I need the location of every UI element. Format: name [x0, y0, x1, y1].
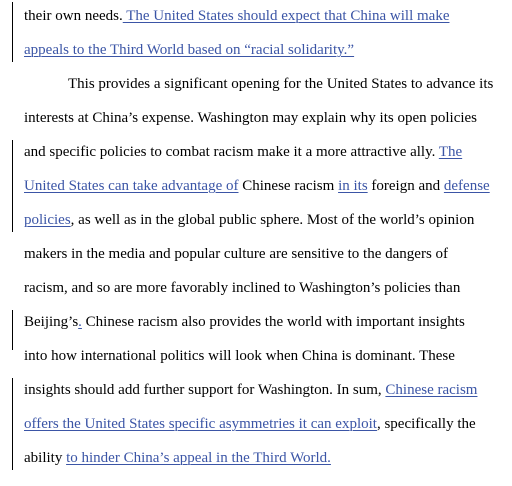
- link-run[interactable]: appeals to the Third World based on “racial solidarity.”: [24, 42, 355, 58]
- text-run: insights should add further support for Washington. In sum,: [24, 382, 386, 398]
- text-line: [24, 176, 490, 196]
- change-bar: [12, 310, 13, 350]
- text-line: [24, 414, 476, 434]
- text-line: [24, 108, 477, 128]
- link-run[interactable]: The: [438, 144, 463, 160]
- text-run: , specifically the: [376, 416, 476, 432]
- text-run: This provides a significant opening for the United States to advance its: [68, 76, 494, 92]
- text-run: Beijing’s: [24, 314, 79, 330]
- link-run[interactable]: Chinese racism: [385, 382, 478, 398]
- change-bar: [12, 378, 13, 470]
- text-run: Chinese racism also provides the world with important insights: [81, 314, 465, 330]
- text-line: [24, 448, 331, 468]
- text-run: into how international politics will look when China is dominant. These: [24, 348, 455, 364]
- text-run: their own needs.: [24, 8, 123, 24]
- paragraph-start-line: [68, 74, 493, 94]
- change-bar: [12, 140, 13, 232]
- text-run: , as well as in the global public sphere. Most of the world’s opinion: [70, 212, 475, 228]
- text-line: [24, 244, 448, 264]
- text-line: [24, 142, 462, 162]
- text-line: [24, 278, 460, 298]
- link-run[interactable]: policies: [24, 212, 71, 228]
- text-run: interests at China’s expense. Washington may explain why its open policies: [24, 110, 478, 126]
- text-line: [24, 380, 477, 400]
- text-run: ability: [24, 450, 67, 466]
- link-run[interactable]: United States can take advantage of: [24, 178, 239, 194]
- text-run: racism, and so are more favorably inclined to Washington’s policies than: [24, 280, 461, 296]
- text-run: foreign and: [367, 178, 444, 194]
- text-run: makers in the media and popular culture are sensitive to the dangers of: [24, 246, 449, 262]
- text-run: Chinese racism: [238, 178, 339, 194]
- link-run[interactable]: .: [78, 314, 82, 330]
- link-run[interactable]: offers the United States specific asymmetries it can exploit: [24, 416, 377, 432]
- text-line: [24, 40, 354, 60]
- change-bar: [12, 2, 13, 62]
- text-line: [24, 210, 474, 230]
- link-run[interactable]: The United States should expect that China will make: [122, 8, 450, 24]
- text-line: [24, 346, 455, 366]
- link-run[interactable]: defense: [443, 178, 490, 194]
- text-line: [24, 6, 449, 26]
- link-run[interactable]: in its: [338, 178, 368, 194]
- text-run: and specific policies to combat racism make it a more attractive ally.: [24, 144, 439, 160]
- text-line: [24, 312, 465, 332]
- link-run[interactable]: to hinder China’s appeal in the Third World.: [66, 450, 331, 466]
